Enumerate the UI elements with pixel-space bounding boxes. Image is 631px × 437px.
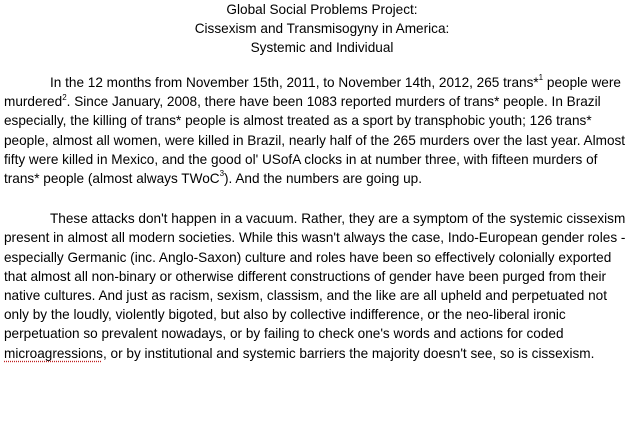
title-line-3: Systemic and Individual [250,40,394,55]
paragraph1-text-2: people were murdered [4,75,621,110]
document-title [4,0,630,57]
paragraph1-text-3: . Since January, 2008, there have been 1083 reported murders of trans* people. In Brazil especially, the killing of trans* people is almost treated as a sport by transphobic youth; 126 trans* people, almost all women, were killed in Brazil, nearly half of the 265 murders over the last year. Almost fifty were killed in Mexico, and the good ol' USofA clocks in at number three, with fifteen murders of trans* people (almost always TWoC [4,94,626,187]
footnote-marker-3[interactable]: 3 [219,169,225,179]
title-line-2: Cissexism and Transmisogyny in America: [194,21,450,36]
document-page [4,0,630,363]
title-line-1: Global Social Problems Project: [226,2,418,17]
paragraph-systemic-cissexism [4,209,630,363]
footnote-marker-2[interactable]: 2 [62,92,67,102]
paragraph2-text-1: These attacks don't happen in a vacuum. Rather, they are a symptom of the systemic cissexism present in almost all modern societies. While this wasn't always the case, Indo-European gender roles - especially Germanic (inc. Anglo-Saxon) culture and roles have been so effectively colonially exported that almost all non-binary or otherwise different constructions of gender have been purged from their native cultures. And just as racism, sexism, classism, and the like are all upheld and perpetuated not only by the loudly, violently bigoted, but also by collective indifference, or the neo-liberal ironic perpetuation so prevalent nowadays, or by failing to check one's words and actions for coded [4,211,626,342]
paragraph-murder-statistics [4,73,630,188]
paragraph1-text-1: In the 12 months from November 15th, 2011, to November 14th, 2012, 265 trans* [50,75,539,90]
spellcheck-flagged-word[interactable]: microagressions [4,345,103,361]
paragraph1-text-4: ). And the numbers are going up. [224,171,423,187]
footnote-marker-1[interactable]: 1 [538,73,544,83]
paragraph2-text-2: , or by institutional and systemic barriers the majority doesn't see, so is cissexism. [102,345,595,361]
